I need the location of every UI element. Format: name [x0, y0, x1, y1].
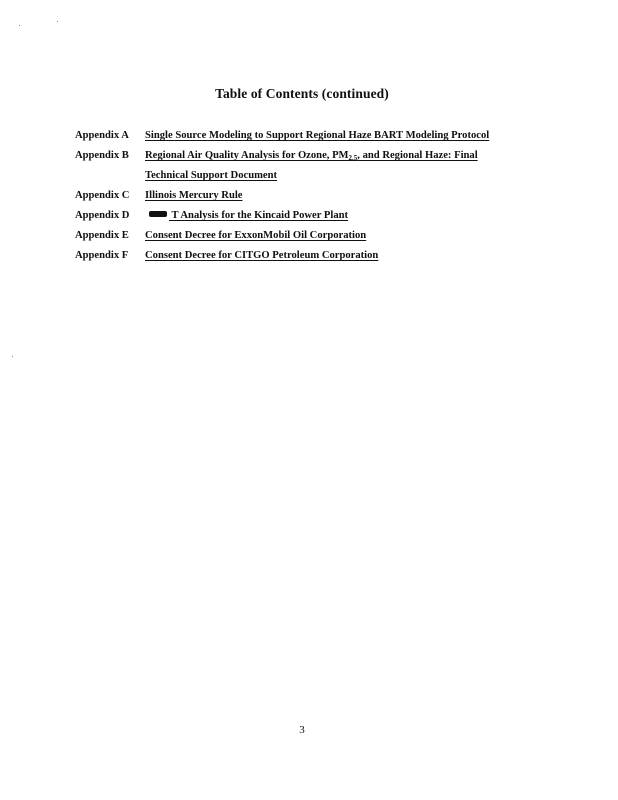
appendix-title: Single Source Modeling to Support Regional Haze BART Modeling Protocol — [145, 130, 490, 141]
appendix-title-line2: Technical Support Document — [145, 170, 278, 181]
appendix-title-part2: , and Regional Haze: Final — [357, 150, 478, 161]
appendix-title: Consent Decree for ExxonMobil Oil Corporation — [145, 230, 367, 241]
toc-entry-appendix-c — [75, 190, 555, 210]
scan-speck — [19, 25, 20, 26]
redaction-mark — [149, 211, 167, 217]
toc-entry-appendix-b-continued — [75, 170, 555, 190]
appendix-label: Appendix A — [75, 130, 129, 141]
appendix-label: Appendix F — [75, 250, 129, 261]
appendix-title-with-redaction — [145, 210, 348, 221]
toc-entry-appendix-b — [75, 150, 555, 170]
pm-subscript: 2.5 — [348, 154, 358, 162]
appendix-title — [145, 150, 478, 161]
toc-entry-appendix-d — [75, 210, 555, 230]
appendix-title: Consent Decree for CITGO Petroleum Corporation — [145, 250, 379, 261]
toc-entry-appendix-a — [75, 130, 555, 150]
scan-speck — [12, 356, 13, 357]
appendix-title: Illinois Mercury Rule — [145, 190, 243, 201]
appendix-title-part1: Regional Air Quality Analysis for Ozone, PM — [145, 150, 349, 161]
toc-entry-appendix-f — [75, 250, 555, 270]
page-number: 3 — [299, 724, 305, 736]
appendix-label: Appendix C — [75, 190, 130, 201]
appendix-label: Appendix E — [75, 230, 129, 241]
toc-entry-appendix-e — [75, 230, 555, 250]
toc-list — [75, 130, 555, 270]
page-title: Table of Contents (continued) — [215, 86, 389, 101]
appendix-label: Appendix D — [75, 210, 130, 221]
scan-speck — [57, 21, 58, 22]
appendix-label: Appendix B — [75, 150, 129, 161]
appendix-title: T Analysis for the Kincaid Power Plant — [171, 210, 349, 221]
